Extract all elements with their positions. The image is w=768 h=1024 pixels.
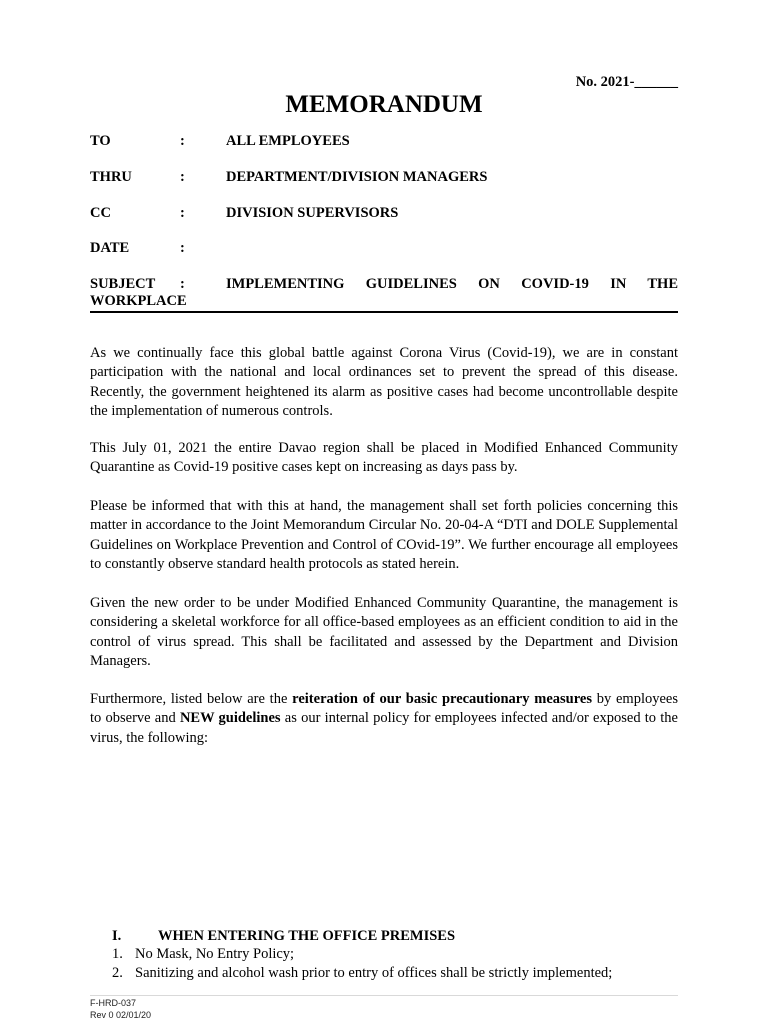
footer-divider xyxy=(90,995,678,996)
list-item-text: No Mask, No Entry Policy; xyxy=(135,946,295,962)
subject-label: SUBJECT xyxy=(90,276,156,292)
colon: : xyxy=(180,133,185,149)
colon: : xyxy=(180,240,185,256)
body-paragraph-1: As we continually face this global battle against Corona Virus (Covid-19), we are in constant participation with the national and local ordinances set to prevent the spread of this disease. Recently, the government heightened its alarm as positive cases had become uncontrollable despite the implementation of numerous controls. xyxy=(90,345,678,419)
subject-value: IMPLEMENTING GUIDELINES ON COVID-19 IN THE WORKPLACE xyxy=(90,276,678,309)
body-paragraph-2: This July 01, 2021 the entire Davao region shall be placed in Modified Enhanced Community Quarantine as Covid-19 positive cases kept on increasing as days pass by. xyxy=(90,440,678,476)
list-item xyxy=(112,946,294,963)
colon: : xyxy=(180,169,185,185)
memo-title: MEMORANDUM xyxy=(285,91,483,118)
list-item xyxy=(112,965,612,982)
header-subject-row xyxy=(90,276,678,310)
list-item-number: 2. xyxy=(112,965,123,981)
list-item-number: 1. xyxy=(112,946,123,962)
cc-label: CC xyxy=(90,205,111,221)
thru-value: DEPARTMENT/DIVISION MANAGERS xyxy=(226,169,488,185)
body-paragraph-5 xyxy=(90,690,678,748)
p5-emphasis-reiteration: reiteration of our basic precautionary measures xyxy=(292,691,592,707)
p5-emphasis-new-guidelines: NEW guidelines xyxy=(179,710,281,727)
body-paragraph-4: Given the new order to be under Modified Enhanced Community Quarantine, the management is considering a skeletal workforce for all office-based employees as an efficient condition to aid in the control of virus spread. This shall be facilitated and assessed by the Department and Division Managers. xyxy=(90,595,678,669)
footer-revision: Rev 0 02/01/20 xyxy=(90,1010,152,1020)
memo-number: No. 2021-______ xyxy=(575,74,678,90)
date-label: DATE xyxy=(90,240,130,256)
cc-value: DIVISION SUPERVISORS xyxy=(226,205,399,221)
p5-text-a: Furthermore, listed below are the xyxy=(90,691,293,707)
section-title: WHEN ENTERING THE OFFICE PREMISES xyxy=(158,928,456,944)
colon: : xyxy=(180,205,185,221)
section-number: I. xyxy=(112,928,122,944)
colon: : xyxy=(180,276,185,292)
footer-form-code: F-HRD-037 xyxy=(90,998,137,1008)
body-paragraph-3: Please be informed that with this at hand, the management shall set forth policies concerning this matter in accordance to the Joint Memorandum Circular No. 20-04-A “DTI and DOLE Supplemental Guidelines on Workplace Prevention and Control of COvid-19”. We further encourage all employees to constantly observe standard health protocols as stated herein. xyxy=(90,498,678,572)
section-heading xyxy=(112,928,455,945)
to-label: TO xyxy=(90,133,111,149)
to-value: ALL EMPLOYEES xyxy=(226,133,350,149)
header-divider xyxy=(90,311,678,313)
list-item-text: Sanitizing and alcohol wash prior to entry of offices shall be strictly implemented; xyxy=(135,965,613,981)
p5-text-c: by employees to observe and xyxy=(90,691,678,727)
thru-label: THRU xyxy=(90,169,132,185)
p5-text-e: as our internal policy for employees infected and/or exposed to the virus, the following: xyxy=(90,710,678,746)
